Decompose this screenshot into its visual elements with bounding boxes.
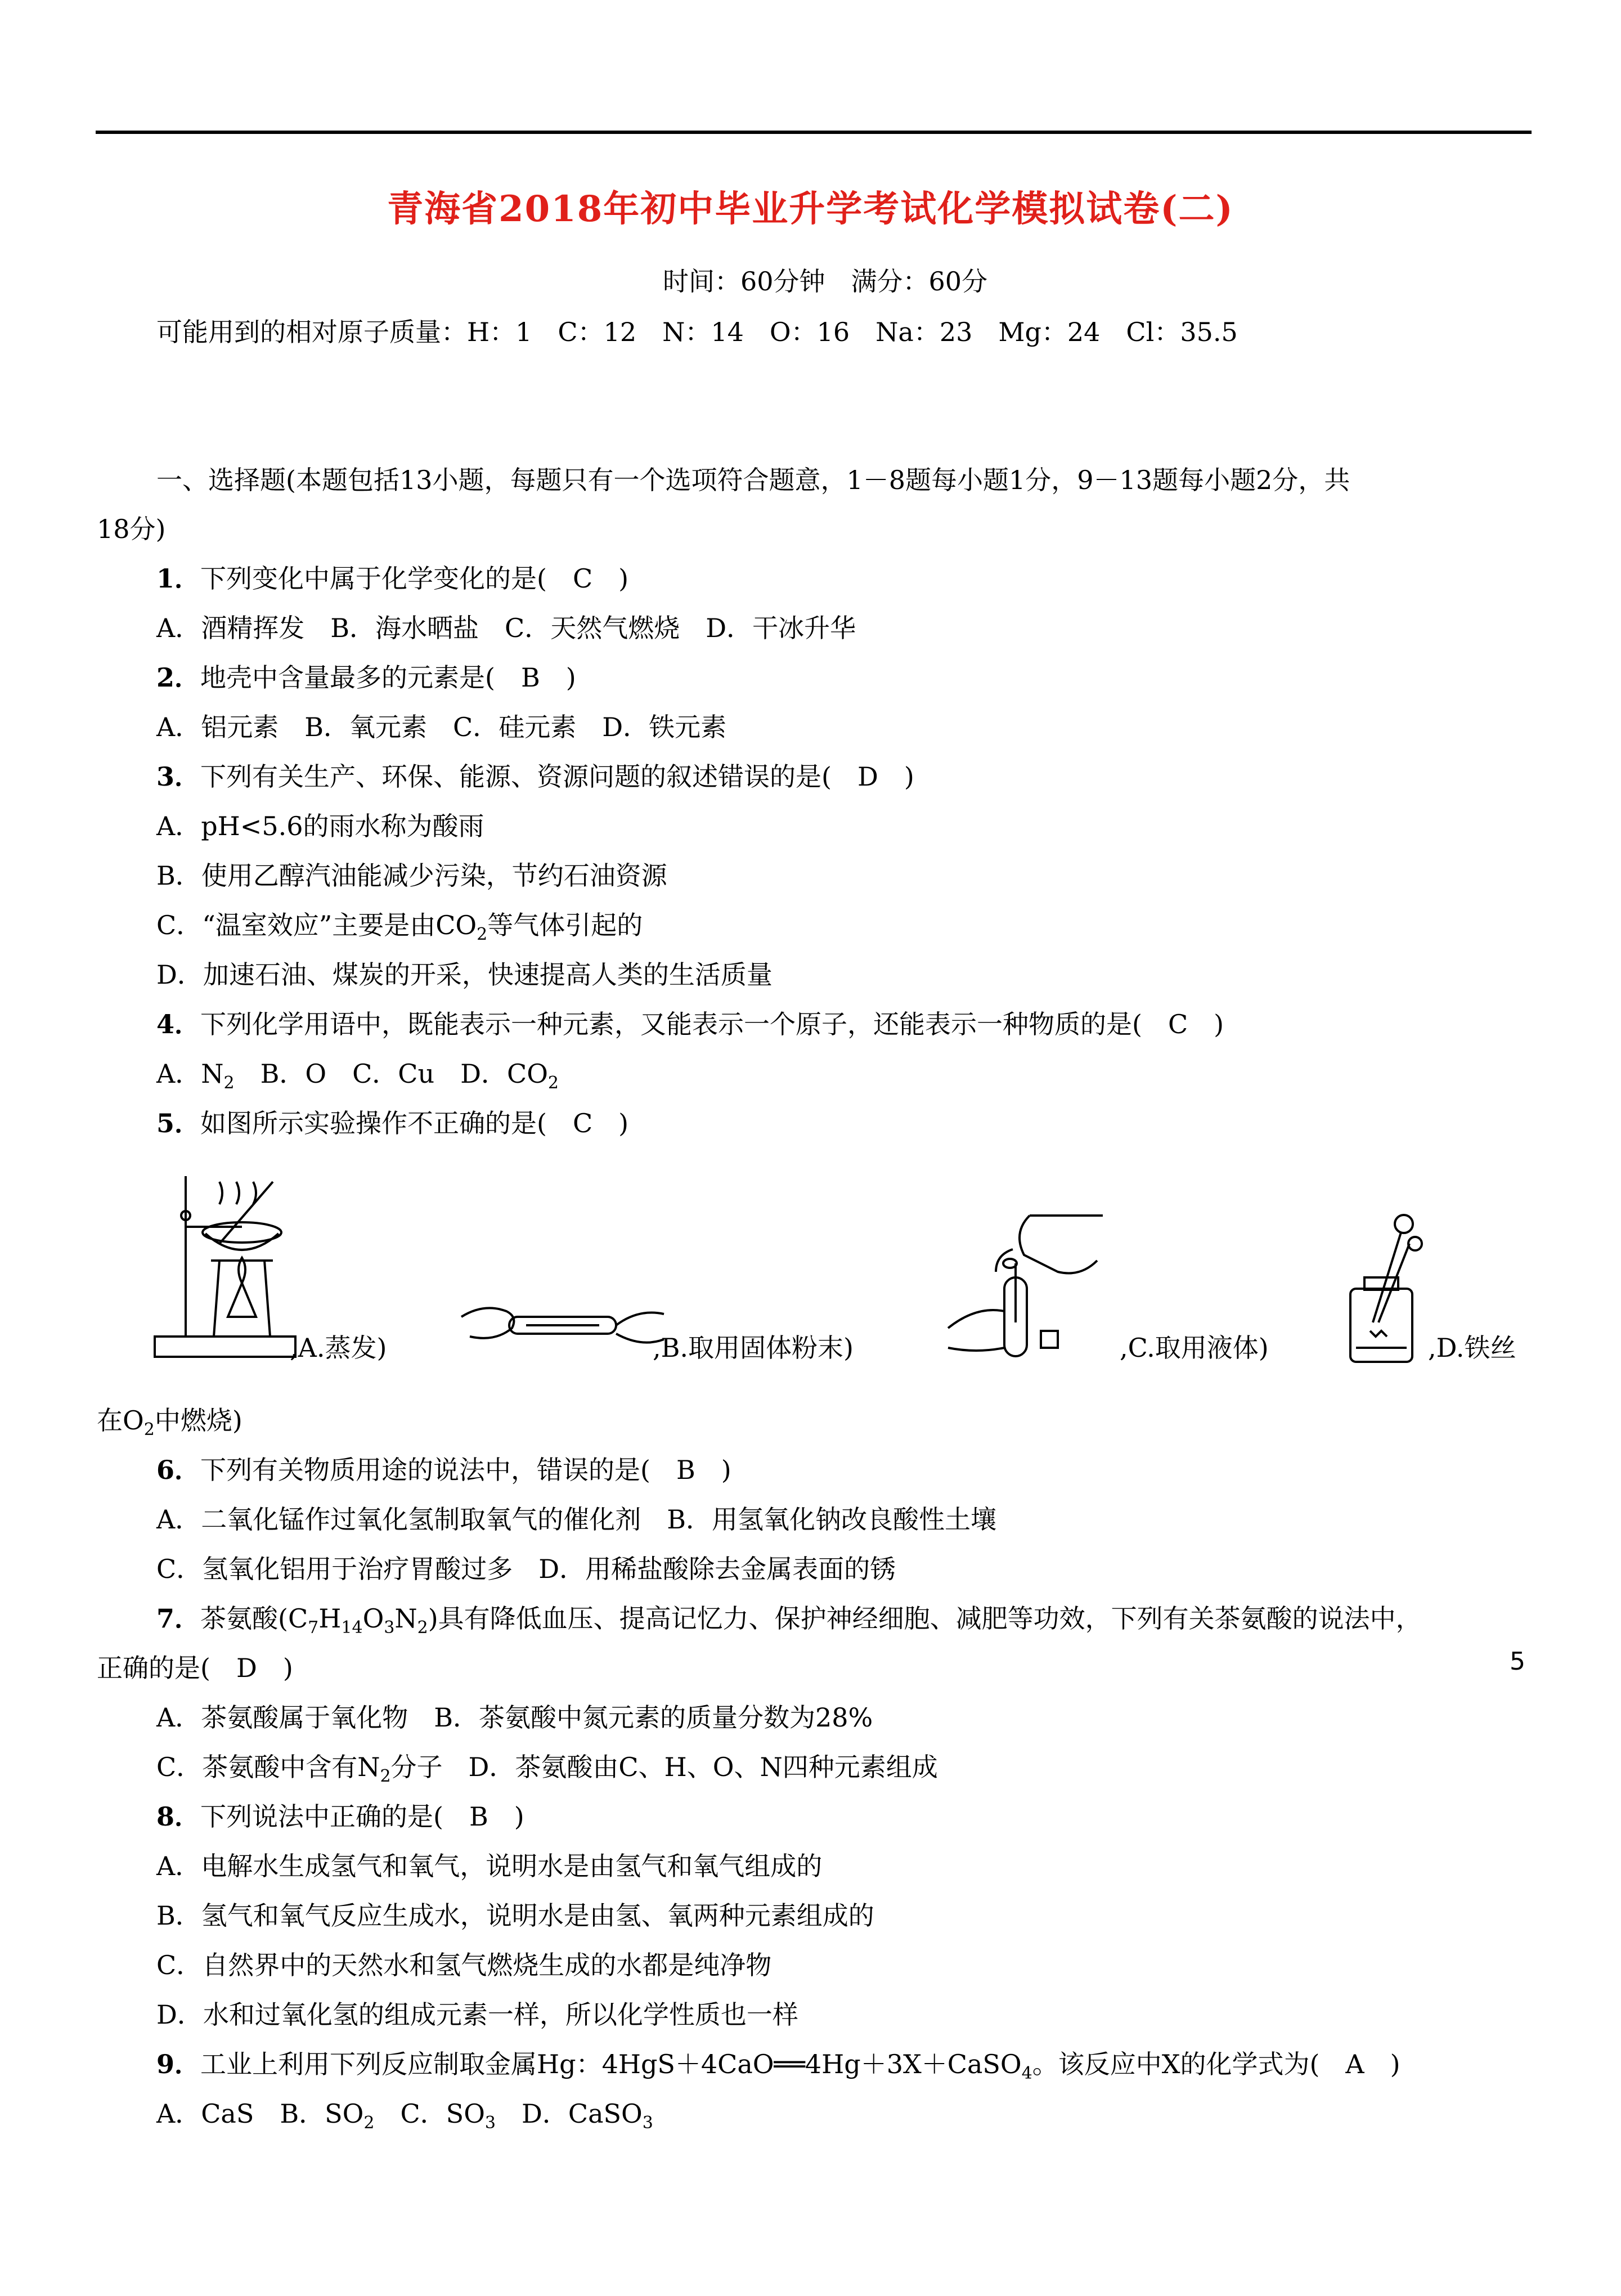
question-5 bbox=[156, 1106, 628, 1140]
question-6-options-1: A．二氧化锰作过氧化氢制取氧气的催化剂 B．用氢氧化钠改良酸性土壤 bbox=[156, 1504, 997, 1535]
option-text: C．SO bbox=[374, 2098, 485, 2129]
subscript: 3 bbox=[484, 2113, 496, 2133]
question-stem: 。该反应中X的化学式为( A ) bbox=[1032, 2049, 1400, 2079]
question-8-option-d: D．水和过氧化氢的组成元素一样，所以化学性质也一样 bbox=[156, 1999, 798, 2030]
question-7-options-2 bbox=[156, 1750, 938, 1793]
subscript: 2 bbox=[143, 1420, 155, 1440]
question-7 bbox=[156, 1602, 1422, 1645]
subscript: 4 bbox=[1021, 2064, 1032, 2083]
figure-caption-d-cont bbox=[97, 1403, 243, 1447]
question-stem: O bbox=[362, 1603, 384, 1634]
question-number: 7． bbox=[156, 1603, 201, 1634]
figure-caption-b: ,B.取用固体粉末) bbox=[653, 1333, 854, 1363]
question-8-option-b: B．氢气和氧气反应生成水，说明水是由氢、氧两种元素组成的 bbox=[156, 1900, 874, 1931]
iron-wire-figure bbox=[1345, 1210, 1424, 1367]
caption-text: 中燃烧) bbox=[154, 1405, 243, 1436]
question-stem: 下列有关生产、环保、能源、资源问题的叙述错误的是( D ) bbox=[200, 761, 914, 792]
subscript: 2 bbox=[547, 1073, 559, 1093]
subscript: 14 bbox=[341, 1618, 363, 1638]
question-3 bbox=[156, 760, 914, 793]
question-number: 8． bbox=[156, 1801, 201, 1832]
liquid-figure bbox=[945, 1210, 1108, 1362]
question-4-options bbox=[156, 1057, 559, 1100]
time-score: 时间：60分钟 满分：60分 bbox=[663, 266, 988, 297]
question-stem: 下列化学用语中，既能表示一种元素，又能表示一个原子，还能表示一种物质的是( C ) bbox=[200, 1009, 1224, 1039]
option-text: 分子 D．茶氨酸由C、H、O、N四种元素组成 bbox=[390, 1752, 938, 1782]
question-7-cont: 正确的是( D ) bbox=[97, 1653, 293, 1683]
option-text: C．茶氨酸中含有N bbox=[156, 1752, 380, 1782]
subscript: 2 bbox=[363, 2113, 375, 2133]
option-text: C．“温室效应”主要是由CO bbox=[156, 910, 477, 940]
option-text: A．CaS B．SO bbox=[156, 2098, 364, 2129]
question-number: 2． bbox=[156, 662, 201, 693]
question-3-option-c bbox=[156, 908, 643, 952]
caption-text: 在O bbox=[97, 1405, 144, 1436]
subscript: 2 bbox=[380, 1766, 391, 1786]
question-1 bbox=[156, 562, 628, 595]
question-1-options: A．酒精挥发 B．海水晒盐 C．天然气燃烧 D．干冰升华 bbox=[156, 613, 856, 643]
subscript: 2 bbox=[417, 1618, 428, 1638]
question-9-options bbox=[156, 2097, 653, 2140]
figure-caption-d: ,D.铁丝 bbox=[1428, 1333, 1516, 1363]
question-number: 9． bbox=[156, 2049, 201, 2079]
figure-caption-a: ,A.蒸发) bbox=[290, 1333, 387, 1363]
question-2-options: A．铝元素 B．氧元素 C．硅元素 D．铁元素 bbox=[156, 712, 727, 742]
question-stem: )具有降低血压、提高记忆力、保护神经细胞、减肥等功效，下列有关茶氨酸的说法中， bbox=[428, 1603, 1422, 1634]
question-stem: 下列变化中属于化学变化的是( C ) bbox=[200, 563, 629, 594]
question-3-option-b: B．使用乙醇汽油能减少污染，节约石油资源 bbox=[156, 860, 667, 891]
solid-powder-figure bbox=[459, 1294, 667, 1356]
subscript: 2 bbox=[223, 1073, 235, 1093]
page-title: 青海省2018年初中毕业升学考试化学模拟试卷(二) bbox=[387, 188, 1234, 230]
question-stem: H bbox=[318, 1603, 342, 1634]
question-6 bbox=[156, 1453, 731, 1487]
question-stem: 工业上利用下列反应制取金属Hg：4HgS＋4CaO══4Hg＋3X＋CaSO bbox=[200, 2049, 1022, 2079]
question-stem: 茶氨酸(C bbox=[200, 1603, 308, 1634]
question-stem: 下列说法中正确的是( B ) bbox=[200, 1801, 524, 1832]
page-number: 5 bbox=[1510, 1647, 1525, 1676]
question-4 bbox=[156, 1007, 1224, 1041]
question-number: 1． bbox=[156, 563, 201, 594]
subscript: 2 bbox=[477, 925, 488, 944]
question-8 bbox=[156, 1800, 524, 1833]
question-stem: N bbox=[394, 1603, 417, 1634]
question-number: 6． bbox=[156, 1455, 201, 1485]
option-text: A．N bbox=[156, 1059, 224, 1089]
option-text: B．O C．Cu D．CO bbox=[234, 1059, 548, 1089]
question-6-options-2: C．氢氧化铝用于治疗胃酸过多 D．用稀盐酸除去金属表面的锈 bbox=[156, 1554, 896, 1584]
question-8-option-c: C．自然界中的天然水和氢气燃烧生成的水都是纯净物 bbox=[156, 1950, 772, 1980]
option-text: D．CaSO bbox=[496, 2098, 643, 2129]
question-stem: 下列有关物质用途的说法中，错误的是( B ) bbox=[200, 1455, 731, 1485]
question-2 bbox=[156, 661, 576, 694]
atomic-masses: 可能用到的相对原子质量：H：1 C：12 N：14 O：16 Na：23 Mg：24 Cl：35.5 bbox=[156, 317, 1238, 347]
question-3-option-d: D．加速石油、煤炭的开采，快速提高人类的生活质量 bbox=[156, 959, 773, 990]
section-heading: 一、选择题(本题包括13小题，每题只有一个选项符合题意，1－8题每小题1分，9－13题每小题2分，共 bbox=[156, 465, 1350, 495]
evaporation-figure bbox=[152, 1171, 298, 1362]
section-heading-cont: 18分) bbox=[97, 514, 166, 544]
subscript: 7 bbox=[308, 1618, 319, 1638]
question-7-options-1: A．茶氨酸属于氧化物 B．茶氨酸中氮元素的质量分数为28% bbox=[156, 1702, 873, 1733]
question-9 bbox=[156, 2047, 1400, 2091]
question-3-option-a: A．pH<5.6的雨水称为酸雨 bbox=[156, 811, 484, 841]
question-number: 4． bbox=[156, 1009, 201, 1039]
question-stem: 地壳中含量最多的元素是( B ) bbox=[200, 662, 576, 693]
option-text: 等气体引起的 bbox=[487, 910, 643, 940]
question-number: 3． bbox=[156, 761, 201, 792]
header-rule bbox=[96, 131, 1532, 134]
figure-caption-c: ,C.取用液体) bbox=[1120, 1333, 1269, 1363]
subscript: 3 bbox=[642, 2113, 653, 2133]
question-number: 5． bbox=[156, 1108, 201, 1138]
question-stem: 如图所示实验操作不正确的是( C ) bbox=[200, 1108, 629, 1138]
question-8-option-a: A．电解水生成氢气和氧气，说明水是由氢气和氧气组成的 bbox=[156, 1851, 823, 1881]
subscript: 3 bbox=[384, 1618, 395, 1638]
